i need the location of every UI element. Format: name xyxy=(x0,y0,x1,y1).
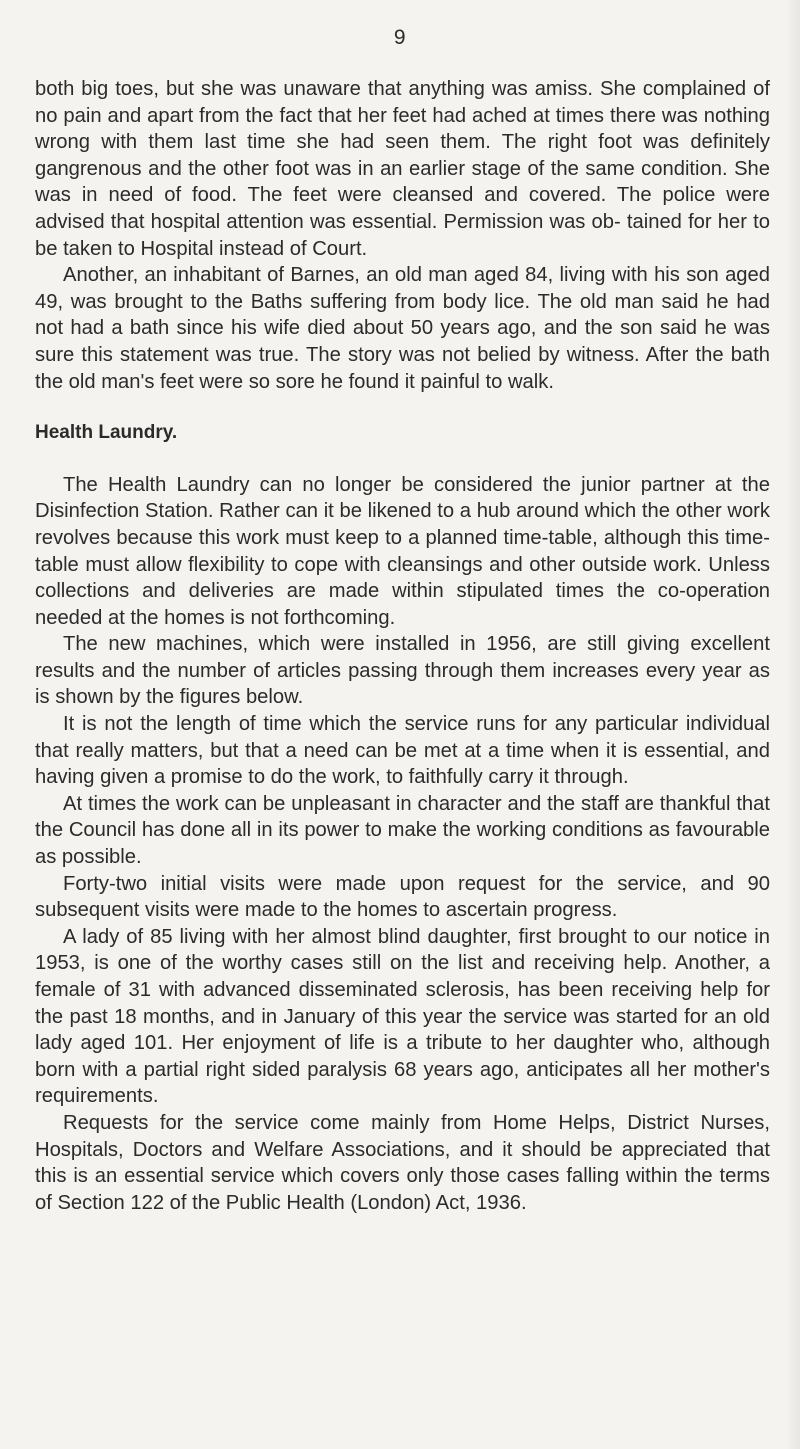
paragraph-laundry-role: The Health Laundry can no longer be considered the junior partner at the Disinfection Station. Rather can it be likened to a hub around which the other work revolves because this work must keep to a planned time-table, although this time-table must allow flexibility to cope with cleansings and other outside work. Unless collections and deliveries are made within stipulated times the co-operation needed at the homes is not forthcoming. xyxy=(35,473,770,629)
scan-edge-shadow xyxy=(786,0,800,1449)
paragraph-continued-case: both big toes, but she was unaware that anything was amiss. She complained of no pain and apart from the fact that her feet had ached at times there was nothing wrong with them last time she had seen them. The right foot was definitely gangrenous and the other foot was in an earlier stage of the same condition. She was in need of food. The feet were cleansed and covered. The police were advised that hospital attention was essential. Permission was ob- tained for her to be taken to Hospital instead of Court. xyxy=(35,78,770,260)
paragraph-worthy-cases: A lady of 85 living with her almost blind daughter, first brought to our notice in 1953, is one of the worthy cases still on the list and receiving help. Another, a female of 31 with advanced disseminated sclerosis, has been receiving help for the past 18 months, and in January of this year the service was started for an old lady aged 101. Her enjoyment of life is a tribute to her daughter who, although born with a partial right sided paralysis 68 years ago, anticipates all her mother's requirements. xyxy=(35,925,770,1108)
body-text xyxy=(35,76,770,1216)
section-heading-health-laundry: Health Laundry. xyxy=(35,422,178,444)
paragraph-visits: Forty-two initial visits were made upon request for the service, and 90 subsequent visits were made to the homes to ascertain progress. xyxy=(35,872,770,922)
paragraph-requests: Requests for the service come mainly from Home Helps, District Nurses, Hospitals, Doctors and Welfare Associations, and it should be appreciated that this is an essential service which covers only those cases falling within the terms of Section 122 of the Public Health (London) Act, 1936. xyxy=(35,1111,770,1214)
paragraph-new-machines: The new machines, which were installed in 1956, are still giving excellent results and the number of articles passing through them increases every year as is shown by the figures below. xyxy=(35,633,770,709)
paragraph-service-length: It is not the length of time which the service runs for any particular individual that really matters, but that a need can be met at a time when it is essential, and having given a promise to do the work, to faithfully carry it through. xyxy=(35,713,770,789)
paragraph-barnes-case: Another, an inhabitant of Barnes, an old man aged 84, living with his son aged 49, was brought to the Baths suffering from body lice. The old man said he had not had a bath since his wife died about 50 years ago, and the son said he was sure this statement was true. The story was not belied by witness. After the bath the old man's feet were so sore he found it painful to walk. xyxy=(35,264,770,393)
paragraph-working-conditions: At times the work can be unpleasant in character and the staff are thankful that the Council has done all in its power to make the working conditions as favourable as possible. xyxy=(35,792,770,869)
page-number: 9 xyxy=(393,26,407,49)
